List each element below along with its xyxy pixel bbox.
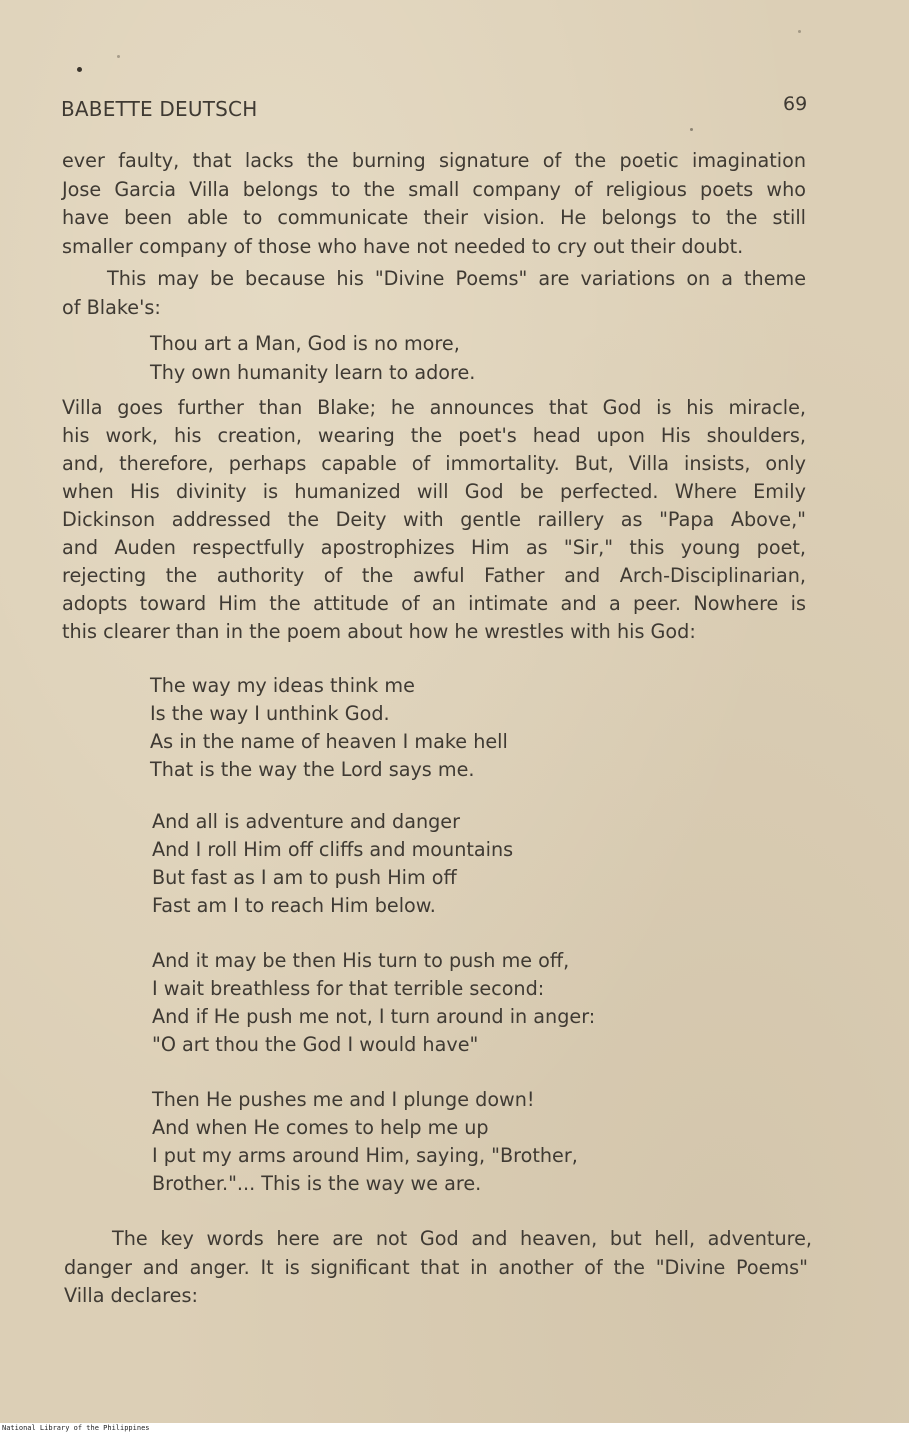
poem-line: The way my ideas think me: [150, 674, 415, 697]
poem-line: I put my arms around Him, saying, "Brother,: [152, 1144, 578, 1167]
poem-line: Brother."... This is the way we are.: [152, 1172, 482, 1195]
poem-line: Is the way I unthink God.: [150, 702, 390, 725]
paragraph-line: Villa declares:: [64, 1284, 198, 1307]
ink-speck: [798, 30, 801, 33]
paragraph-line: have been able to communicate their vision. He belongs to the still: [62, 206, 806, 229]
paragraph-line: ever faulty, that lacks the burning signature of the poetic imagination: [62, 149, 806, 172]
poem-line: Fast am I to reach Him below.: [152, 894, 436, 917]
paragraph-line: rejecting the authority of the awful Father and Arch-Disciplinarian,: [62, 564, 806, 587]
poem-line: And it may be then His turn to push me off,: [152, 949, 570, 972]
poem-line: And I roll Him off cliffs and mountains: [152, 838, 514, 861]
page-number: 69: [783, 93, 808, 115]
quote-line: Thy own humanity learn to adore.: [150, 361, 476, 384]
poem-line: I wait breathless for that terrible second:: [152, 977, 545, 1000]
paragraph-line: and, therefore, perhaps capable of immortality. But, Villa insists, only: [62, 452, 806, 475]
paragraph-line: this clearer than in the poem about how he wrestles with his God:: [62, 620, 696, 643]
quote-line: Thou art a Man, God is no more,: [150, 332, 460, 355]
poem-line: But fast as I am to push Him off: [152, 866, 457, 889]
paragraph-line: This may be because his "Divine Poems" are variations on a theme: [107, 267, 806, 290]
running-title: BABETTE DEUTSCH: [61, 97, 258, 121]
paragraph-line: Jose Garcia Villa belongs to the small company of religious poets who: [62, 178, 806, 201]
poem-line: Then He pushes me and I plunge down!: [152, 1088, 535, 1111]
ink-speck: [117, 55, 120, 58]
poem-line: And when He comes to help me up: [152, 1116, 489, 1139]
poem-line: And if He push me not, I turn around in anger:: [152, 1005, 596, 1028]
paragraph-line: Dickinson addressed the Deity with gentle raillery as "Papa Above,": [62, 508, 806, 531]
paragraph-line: Villa goes further than Blake; he announces that God is his miracle,: [62, 396, 806, 419]
paragraph-line: when His divinity is humanized will God be perfected. Where Emily: [62, 480, 806, 503]
library-watermark: National Library of the Philippines: [2, 1424, 150, 1432]
poem-line: That is the way the Lord says me.: [150, 758, 475, 781]
poem-line: As in the name of heaven I make hell: [150, 730, 508, 753]
poem-line: And all is adventure and danger: [152, 810, 460, 833]
paragraph-line: his work, his creation, wearing the poet's head upon His shoulders,: [62, 424, 806, 447]
paragraph-line: danger and anger. It is significant that in another of the "Divine Poems": [64, 1256, 808, 1279]
ink-speck: [77, 67, 82, 72]
paragraph-line: of Blake's:: [62, 296, 161, 319]
ink-speck: [690, 128, 693, 131]
paragraph-line: The key words here are not God and heaven, but hell, adventure,: [112, 1227, 812, 1250]
paragraph-line: smaller company of those who have not needed to cry out their doubt.: [62, 235, 744, 258]
paragraph-line: and Auden respectfully apostrophizes Him as "Sir," this young poet,: [62, 536, 806, 559]
poem-line: "O art thou the God I would have": [152, 1033, 479, 1056]
paragraph-line: adopts toward Him the attitude of an intimate and a peer. Nowhere is: [62, 592, 806, 615]
